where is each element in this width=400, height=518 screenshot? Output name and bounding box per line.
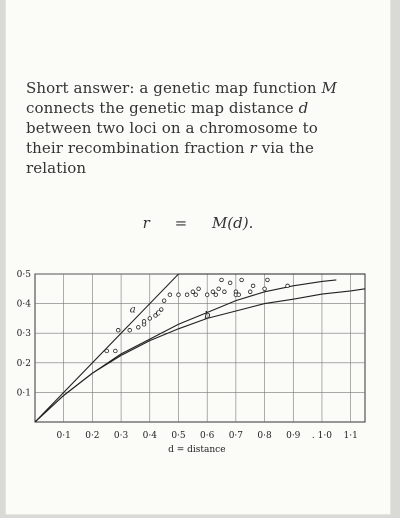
equation-equals: = bbox=[174, 214, 188, 232]
observation-point bbox=[286, 284, 290, 288]
x-tick-label: 0·6 bbox=[200, 431, 215, 441]
y-tick-label: 0·3 bbox=[16, 329, 31, 340]
paragraph-text: connects the genetic map distance bbox=[26, 99, 299, 117]
equation-lhs: r bbox=[142, 214, 150, 232]
observation-point bbox=[162, 299, 166, 303]
observation-point bbox=[191, 290, 195, 294]
curve-label-a: a bbox=[129, 304, 136, 316]
observation-point bbox=[214, 293, 218, 297]
observation-point bbox=[128, 328, 132, 332]
x-tick-label: 0·5 bbox=[171, 431, 186, 441]
observation-point bbox=[220, 278, 224, 282]
map-function-equation bbox=[6, 214, 390, 232]
x-tick-label: 0·4 bbox=[142, 431, 157, 441]
observation-point bbox=[116, 328, 120, 332]
map-function-chart bbox=[6, 262, 390, 462]
explanation-paragraph bbox=[26, 78, 356, 178]
x-tick-label: 0·8 bbox=[257, 431, 272, 441]
paragraph-text: via the relation bbox=[26, 139, 314, 177]
observation-point bbox=[228, 281, 232, 285]
y-tick-label: 0·4 bbox=[16, 299, 31, 310]
curve-label-c: c bbox=[155, 307, 162, 319]
observation-point bbox=[217, 287, 221, 291]
variable-d: d bbox=[298, 99, 309, 117]
x-tick-label: 0·1 bbox=[56, 431, 71, 441]
x-tick-label: 0·2 bbox=[85, 431, 100, 441]
observation-point bbox=[168, 293, 172, 297]
observation-point bbox=[237, 293, 241, 297]
y-tick-label: 0·1 bbox=[16, 388, 31, 399]
observation-point bbox=[197, 287, 201, 291]
observation-point bbox=[177, 293, 181, 297]
observation-point bbox=[142, 320, 146, 324]
x-tick-label: 0·9 bbox=[286, 431, 301, 441]
chart-grid bbox=[35, 274, 365, 422]
observation-point bbox=[263, 287, 267, 291]
x-tick-label: 1·1 bbox=[343, 431, 358, 441]
curve-b bbox=[35, 289, 365, 422]
paragraph-text: between two loci on a chromosome to their recombination fraction bbox=[26, 119, 318, 157]
observation-point bbox=[240, 278, 244, 282]
variable-r: r bbox=[249, 139, 257, 157]
x-tick-label: . 1·0 bbox=[311, 431, 332, 441]
observation-point bbox=[185, 293, 189, 297]
observation-point bbox=[148, 317, 152, 321]
y-tick-label: 0·5 bbox=[16, 270, 31, 280]
observation-point bbox=[205, 293, 209, 297]
observation-point bbox=[211, 290, 215, 294]
paragraph-text: Short answer: a genetic map function bbox=[26, 79, 322, 97]
y-tick-label: 0·2 bbox=[16, 358, 31, 369]
curve-label-b: b bbox=[204, 310, 211, 322]
observation-point bbox=[266, 278, 270, 282]
x-tick-label: 0·3 bbox=[113, 431, 129, 441]
curve-a bbox=[35, 274, 365, 422]
variable-M: M bbox=[321, 79, 337, 97]
observation-point bbox=[194, 293, 198, 297]
equation-rhs: M(d). bbox=[211, 214, 254, 232]
chart-curves bbox=[35, 274, 365, 422]
document-page bbox=[6, 0, 390, 514]
x-tick-label: 0·7 bbox=[228, 431, 244, 441]
x-axis-label: d = distance bbox=[168, 445, 226, 455]
observation-point bbox=[223, 290, 227, 294]
observation-point bbox=[114, 349, 118, 353]
plot-frame bbox=[35, 274, 365, 422]
observation-point bbox=[251, 284, 255, 288]
curve-c bbox=[35, 280, 336, 422]
observation-point bbox=[137, 325, 141, 329]
observation-point bbox=[248, 290, 252, 294]
observation-point bbox=[105, 349, 109, 353]
